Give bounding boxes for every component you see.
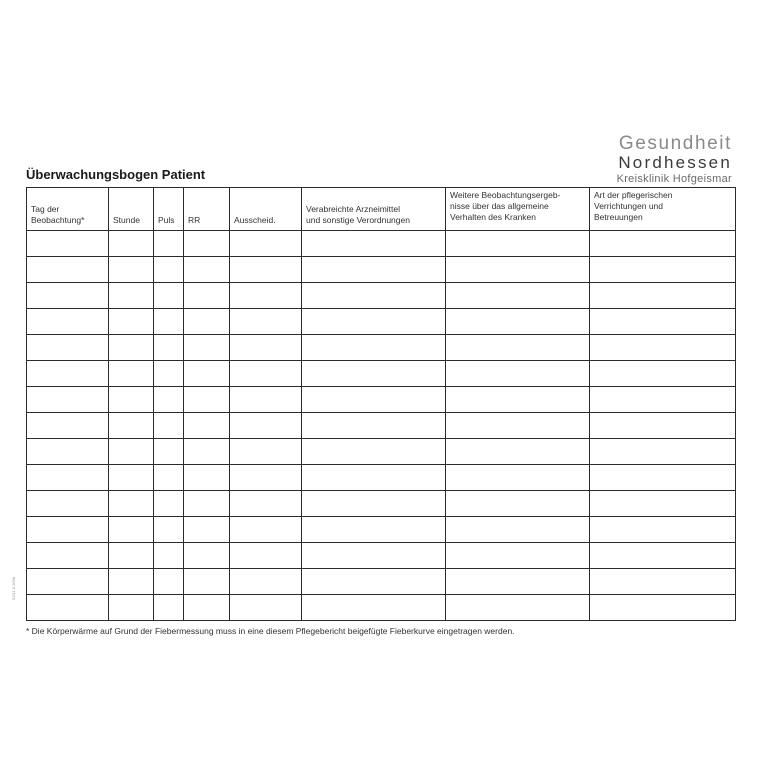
table-cell[interactable] bbox=[27, 387, 109, 413]
table-cell[interactable] bbox=[154, 413, 184, 439]
table-row bbox=[27, 595, 736, 621]
col-header-tag: Tag der Beobachtung* bbox=[27, 188, 109, 231]
table-cell[interactable] bbox=[109, 595, 154, 621]
table-cell[interactable] bbox=[154, 517, 184, 543]
table-cell[interactable] bbox=[590, 595, 736, 621]
table-cell[interactable] bbox=[302, 543, 446, 569]
table-cell[interactable] bbox=[154, 465, 184, 491]
col-header-ausscheid: Ausscheid. bbox=[230, 188, 302, 231]
table-row bbox=[27, 283, 736, 309]
form-code: 02/11 A 0658 bbox=[11, 576, 16, 600]
table-cell[interactable] bbox=[27, 595, 109, 621]
table-cell[interactable] bbox=[109, 231, 154, 257]
table-cell[interactable] bbox=[109, 309, 154, 335]
table-cell[interactable] bbox=[446, 543, 590, 569]
table-cell[interactable] bbox=[154, 387, 184, 413]
table-cell[interactable] bbox=[302, 595, 446, 621]
table-cell[interactable] bbox=[590, 491, 736, 517]
col-header-pflege: Art der pflegerischen Verrichtungen und Betreuungen bbox=[590, 188, 736, 231]
table-cell[interactable] bbox=[27, 491, 109, 517]
table-row bbox=[27, 543, 736, 569]
table-cell[interactable] bbox=[27, 257, 109, 283]
table-cell[interactable] bbox=[109, 517, 154, 543]
table-cell[interactable] bbox=[446, 595, 590, 621]
table-cell[interactable] bbox=[446, 413, 590, 439]
logo-line-1: Gesundheit bbox=[618, 133, 732, 154]
table-cell[interactable] bbox=[154, 335, 184, 361]
table-cell[interactable] bbox=[590, 283, 736, 309]
table-cell[interactable] bbox=[184, 283, 230, 309]
table-cell[interactable] bbox=[109, 491, 154, 517]
table-cell[interactable] bbox=[446, 465, 590, 491]
table-cell[interactable] bbox=[154, 595, 184, 621]
table-cell[interactable] bbox=[184, 257, 230, 283]
table-row bbox=[27, 439, 736, 465]
table-cell[interactable] bbox=[109, 387, 154, 413]
col-header-arzneimittel: Verabreichte Arzneimittel und sonstige Verordnungen bbox=[302, 188, 446, 231]
table-row bbox=[27, 465, 736, 491]
table-cell[interactable] bbox=[230, 387, 302, 413]
table-cell[interactable] bbox=[302, 361, 446, 387]
table-cell[interactable] bbox=[446, 257, 590, 283]
table-cell[interactable] bbox=[302, 309, 446, 335]
footnote: * Die Körperwärme auf Grund der Fiebermessung muss in eine diesem Pflegebericht beigefügte Fieberkurve eingetragen werden. bbox=[26, 626, 515, 636]
table-body bbox=[27, 231, 736, 621]
table-cell[interactable] bbox=[184, 361, 230, 387]
table-cell[interactable] bbox=[27, 309, 109, 335]
header-row bbox=[27, 188, 736, 231]
table-cell[interactable] bbox=[184, 387, 230, 413]
col-header-stunde: Stunde bbox=[109, 188, 154, 231]
table-cell[interactable] bbox=[27, 283, 109, 309]
table-cell[interactable] bbox=[230, 491, 302, 517]
table-cell[interactable] bbox=[27, 335, 109, 361]
table-cell[interactable] bbox=[230, 361, 302, 387]
table-cell[interactable] bbox=[446, 309, 590, 335]
table-cell[interactable] bbox=[446, 517, 590, 543]
table-cell[interactable] bbox=[184, 569, 230, 595]
table-cell[interactable] bbox=[302, 569, 446, 595]
table-cell[interactable] bbox=[27, 361, 109, 387]
table-cell[interactable] bbox=[154, 231, 184, 257]
table-cell[interactable] bbox=[590, 361, 736, 387]
table-cell[interactable] bbox=[154, 309, 184, 335]
table-cell[interactable] bbox=[27, 413, 109, 439]
table-row bbox=[27, 257, 736, 283]
table-cell[interactable] bbox=[230, 283, 302, 309]
table-row bbox=[27, 491, 736, 517]
table-cell[interactable] bbox=[109, 465, 154, 491]
table-cell[interactable] bbox=[27, 543, 109, 569]
table-cell[interactable] bbox=[109, 569, 154, 595]
table-cell[interactable] bbox=[230, 413, 302, 439]
table-row bbox=[27, 569, 736, 595]
table-row bbox=[27, 231, 736, 257]
table-cell[interactable] bbox=[154, 543, 184, 569]
clinic-logo bbox=[617, 134, 732, 185]
table-cell[interactable] bbox=[302, 517, 446, 543]
table-cell[interactable] bbox=[27, 231, 109, 257]
table-cell[interactable] bbox=[230, 231, 302, 257]
table-cell[interactable] bbox=[109, 439, 154, 465]
table-cell[interactable] bbox=[230, 595, 302, 621]
table-row bbox=[27, 361, 736, 387]
table-cell[interactable] bbox=[230, 569, 302, 595]
table-cell[interactable] bbox=[27, 517, 109, 543]
table-cell[interactable] bbox=[154, 283, 184, 309]
table-cell[interactable] bbox=[184, 335, 230, 361]
table-cell[interactable] bbox=[302, 439, 446, 465]
table-cell[interactable] bbox=[230, 335, 302, 361]
table-cell[interactable] bbox=[446, 231, 590, 257]
col-header-beobachtungen: Weitere Beobachtungsergeb- nisse über das allgemeine Verhalten des Kranken bbox=[446, 188, 590, 231]
table-cell[interactable] bbox=[590, 439, 736, 465]
col-header-puls: Puls bbox=[154, 188, 184, 231]
table-cell[interactable] bbox=[184, 517, 230, 543]
table-cell[interactable] bbox=[446, 361, 590, 387]
table-cell[interactable] bbox=[109, 361, 154, 387]
table-cell[interactable] bbox=[230, 439, 302, 465]
table-cell[interactable] bbox=[27, 465, 109, 491]
table-cell[interactable] bbox=[446, 491, 590, 517]
table-row bbox=[27, 517, 736, 543]
table-cell[interactable] bbox=[109, 257, 154, 283]
table-cell[interactable] bbox=[27, 569, 109, 595]
table-cell[interactable] bbox=[230, 517, 302, 543]
table-cell[interactable] bbox=[184, 491, 230, 517]
table-cell[interactable] bbox=[590, 335, 736, 361]
table-cell[interactable] bbox=[446, 335, 590, 361]
table-cell[interactable] bbox=[184, 439, 230, 465]
table-cell[interactable] bbox=[27, 439, 109, 465]
table-cell[interactable] bbox=[109, 543, 154, 569]
table-cell[interactable] bbox=[302, 257, 446, 283]
table-cell[interactable] bbox=[446, 569, 590, 595]
table-cell[interactable] bbox=[154, 439, 184, 465]
table-cell[interactable] bbox=[446, 387, 590, 413]
table-cell[interactable] bbox=[230, 465, 302, 491]
observation-table bbox=[26, 187, 736, 621]
table-cell[interactable] bbox=[154, 569, 184, 595]
logo-line-2: Nordhessen bbox=[618, 153, 732, 172]
table-cell[interactable] bbox=[446, 439, 590, 465]
table-cell[interactable] bbox=[184, 309, 230, 335]
table-row bbox=[27, 309, 736, 335]
table-cell[interactable] bbox=[302, 465, 446, 491]
table-cell[interactable] bbox=[302, 387, 446, 413]
table-cell[interactable] bbox=[109, 335, 154, 361]
table-cell[interactable] bbox=[590, 413, 736, 439]
table-cell[interactable] bbox=[590, 569, 736, 595]
table-cell[interactable] bbox=[302, 413, 446, 439]
table-cell[interactable] bbox=[184, 231, 230, 257]
table-cell[interactable] bbox=[302, 231, 446, 257]
col-header-rr: RR bbox=[184, 188, 230, 231]
table-cell[interactable] bbox=[590, 257, 736, 283]
table-cell[interactable] bbox=[230, 309, 302, 335]
logo-line-3: Kreisklinik Hofgeismar bbox=[616, 173, 732, 185]
table-cell[interactable] bbox=[109, 413, 154, 439]
table-row bbox=[27, 413, 736, 439]
table-cell[interactable] bbox=[590, 387, 736, 413]
table-cell[interactable] bbox=[302, 283, 446, 309]
table-cell[interactable] bbox=[154, 257, 184, 283]
table-cell[interactable] bbox=[230, 543, 302, 569]
table-cell[interactable] bbox=[590, 309, 736, 335]
form-title: Überwachungsbogen Patient bbox=[26, 167, 206, 182]
table-cell[interactable] bbox=[109, 283, 154, 309]
table-cell[interactable] bbox=[184, 413, 230, 439]
table-cell[interactable] bbox=[590, 231, 736, 257]
table-cell[interactable] bbox=[590, 517, 736, 543]
table-cell[interactable] bbox=[302, 491, 446, 517]
table-cell[interactable] bbox=[184, 543, 230, 569]
table-cell[interactable] bbox=[154, 491, 184, 517]
table-cell[interactable] bbox=[446, 283, 590, 309]
table-cell[interactable] bbox=[590, 543, 736, 569]
table-cell[interactable] bbox=[302, 335, 446, 361]
table-cell[interactable] bbox=[154, 361, 184, 387]
table-cell[interactable] bbox=[184, 465, 230, 491]
table-cell[interactable] bbox=[184, 595, 230, 621]
table-row bbox=[27, 387, 736, 413]
table-cell[interactable] bbox=[590, 465, 736, 491]
table-row bbox=[27, 335, 736, 361]
table-cell[interactable] bbox=[230, 257, 302, 283]
